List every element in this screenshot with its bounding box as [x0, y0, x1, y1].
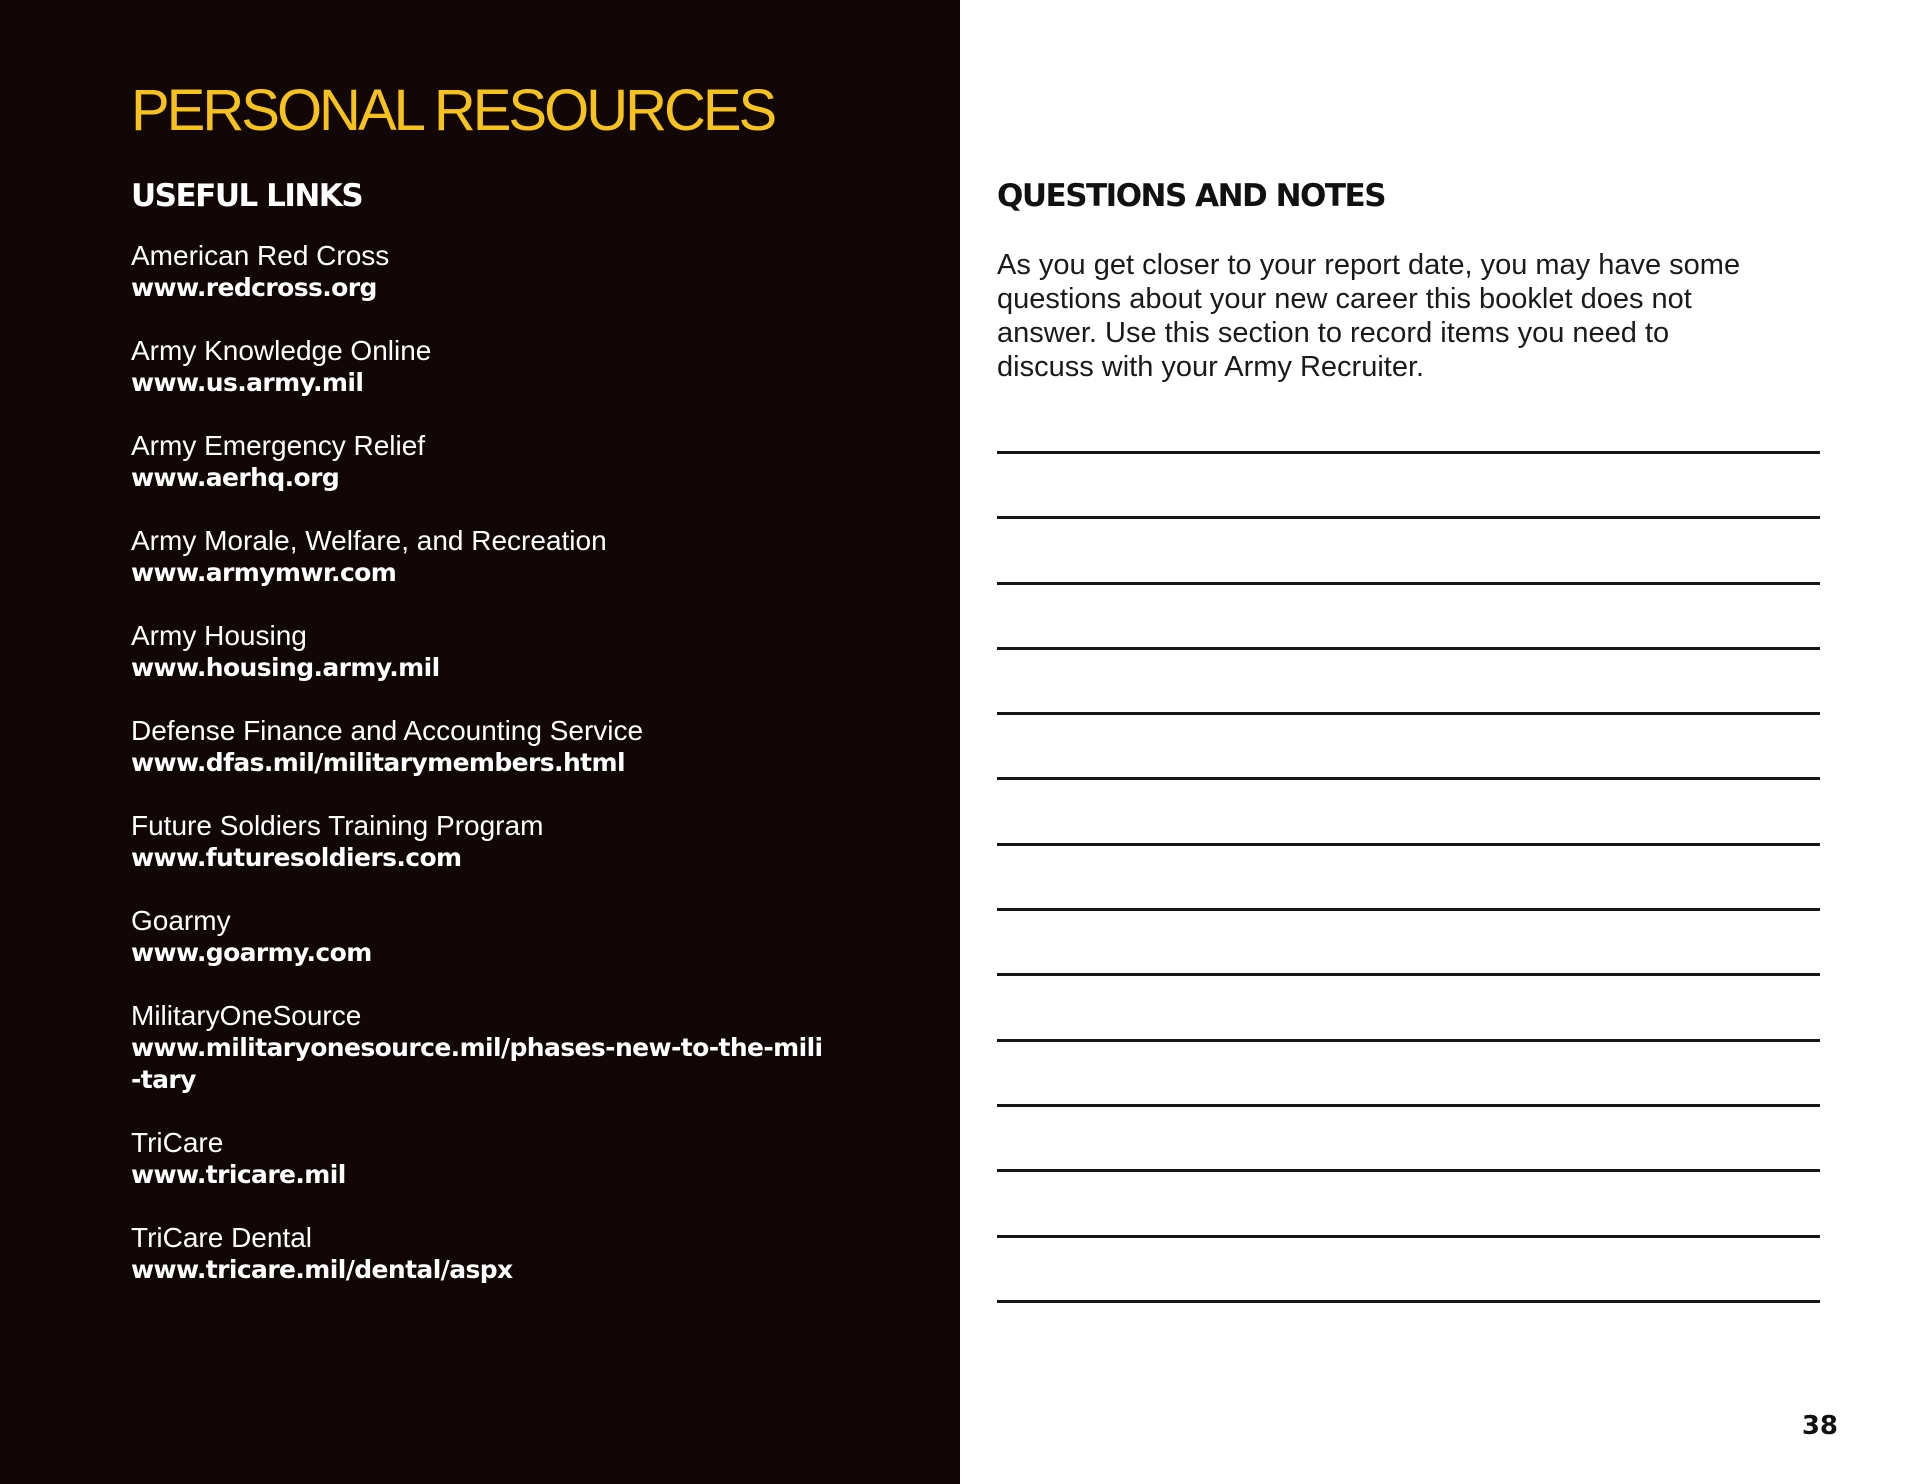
link-name: American Red Cross: [131, 240, 390, 271]
link-url[interactable]: www.tricare.mil/dental/aspx: [131, 1255, 513, 1284]
link-name: Goarmy: [131, 905, 231, 936]
list-item: [131, 1127, 851, 1191]
link-url[interactable]: www.dfas.mil/militarymembers.html: [131, 748, 625, 777]
note-writing-line: [997, 451, 1820, 516]
list-item: [131, 525, 851, 589]
link-name: MilitaryOneSource: [131, 1000, 362, 1031]
useful-links-list: [131, 240, 851, 1317]
link-url[interactable]: www.redcross.org: [131, 273, 377, 302]
link-url[interactable]: www.housing.army.mil: [131, 653, 440, 682]
link-name: TriCare Dental: [131, 1222, 313, 1253]
link-url[interactable]: www.futuresoldiers.com: [131, 843, 462, 872]
link-url[interactable]: www.militaryonesource.mil/phases-new-to-the-mili-tary: [131, 1033, 823, 1094]
note-writing-line: [997, 973, 1820, 1038]
link-name: Future Soldiers Training Program: [131, 810, 544, 841]
link-url[interactable]: www.goarmy.com: [131, 938, 372, 967]
note-writing-line: [997, 1039, 1820, 1104]
link-name: Army Emergency Relief: [131, 430, 426, 461]
list-item: [131, 810, 851, 874]
list-item: [131, 715, 851, 779]
page-title: PERSONAL RESOURCES: [131, 78, 775, 143]
link-name: TriCare: [131, 1127, 224, 1158]
note-writing-line: [997, 777, 1820, 842]
note-writing-line: [997, 1169, 1820, 1234]
questions-notes-intro: As you get closer to your report date, you may have some questions about your new career this booklet does not answer. Use this section to record items you need to discuss with your Army Recruiter.: [997, 249, 1741, 383]
link-url[interactable]: www.aerhq.org: [131, 463, 340, 492]
list-item: [131, 430, 851, 494]
note-writing-line: [997, 1300, 1820, 1365]
link-url[interactable]: www.tricare.mil: [131, 1160, 346, 1189]
note-writing-line: [997, 647, 1820, 712]
note-writing-line: [997, 843, 1820, 908]
note-writing-line: [997, 1104, 1820, 1169]
page-number: 38: [1801, 1411, 1838, 1441]
link-name: Army Knowledge Online: [131, 335, 432, 366]
note-writing-line: [997, 908, 1820, 973]
link-name: Army Housing: [131, 620, 307, 651]
link-url[interactable]: www.us.army.mil: [131, 368, 364, 397]
notes-lines: [997, 451, 1820, 1365]
useful-links-heading: USEFUL LINKS: [131, 178, 363, 214]
link-name: Defense Finance and Accounting Service: [131, 715, 644, 746]
note-writing-line: [997, 516, 1820, 581]
list-item: [131, 905, 851, 969]
link-url[interactable]: www.armymwr.com: [131, 558, 397, 587]
note-writing-line: [997, 712, 1820, 777]
list-item: [131, 335, 851, 399]
list-item: [131, 1000, 851, 1096]
link-name: Army Morale, Welfare, and Recreation: [131, 525, 607, 556]
list-item: [131, 240, 851, 304]
questions-notes-heading: QUESTIONS AND NOTES: [997, 178, 1386, 214]
list-item: [131, 620, 851, 684]
note-writing-line: [997, 1235, 1820, 1300]
list-item: [131, 1222, 851, 1286]
note-writing-line: [997, 582, 1820, 647]
